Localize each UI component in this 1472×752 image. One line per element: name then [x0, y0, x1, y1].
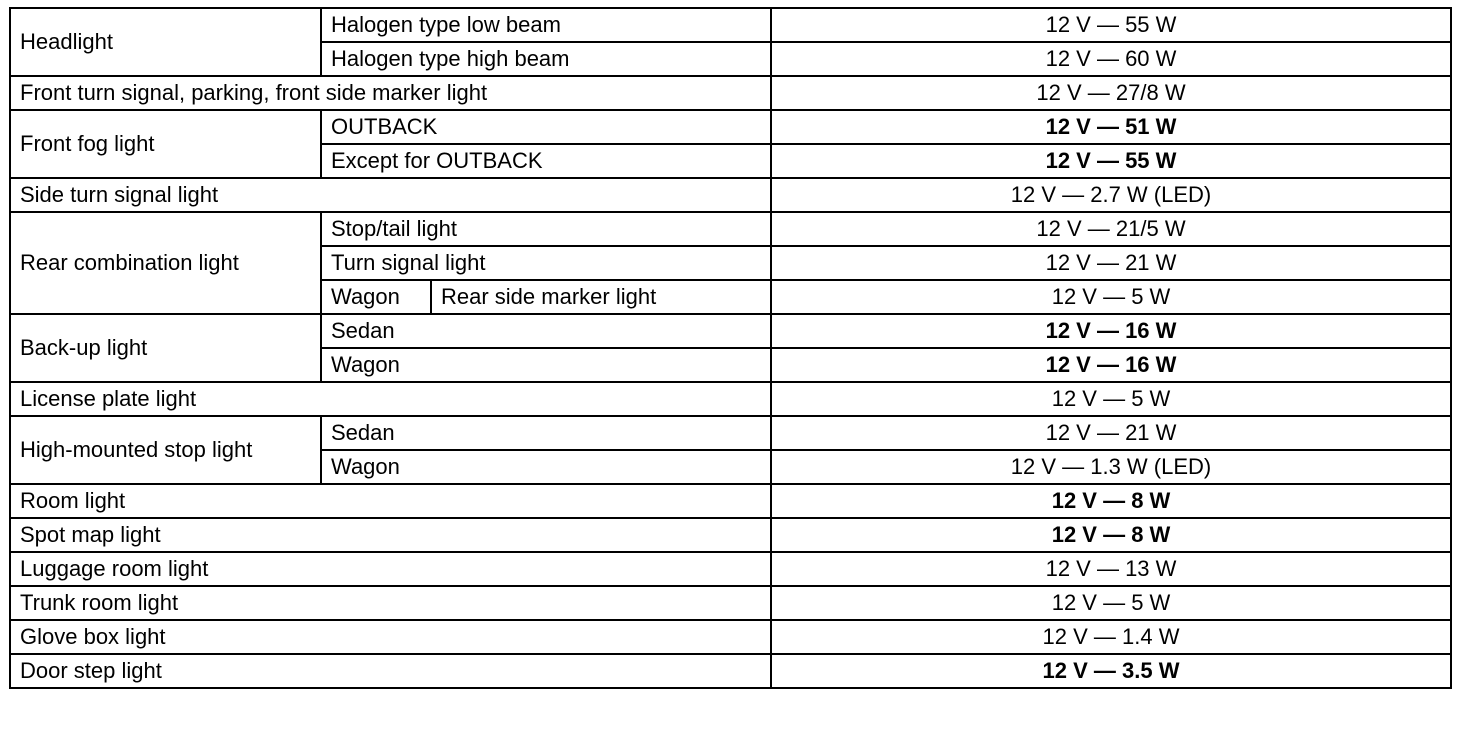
spot-map-light-label: Spot map light [10, 518, 771, 552]
door-step-light-label: Door step light [10, 654, 771, 688]
trunk-room-light-value: 12 V — 5 W [771, 586, 1451, 620]
halogen-low-beam-label: Halogen type low beam [321, 8, 771, 42]
rear-combination-label: Rear combination light [10, 212, 321, 314]
front-fog-light-label: Front fog light [10, 110, 321, 178]
headlight-label: Headlight [10, 8, 321, 76]
table-row [10, 8, 1451, 42]
turn-signal-value: 12 V — 21 W [771, 246, 1451, 280]
high-mounted-wagon-value: 12 V — 1.3 W (LED) [771, 450, 1451, 484]
fog-outback-label: OUTBACK [321, 110, 771, 144]
table-row [10, 654, 1451, 688]
fog-outback-value: 12 V — 51 W [771, 110, 1451, 144]
room-light-value: 12 V — 8 W [771, 484, 1451, 518]
high-mounted-wagon-label: Wagon [321, 450, 771, 484]
turn-signal-label: Turn signal light [321, 246, 771, 280]
stop-tail-label: Stop/tail light [321, 212, 771, 246]
high-mounted-stop-label: High-mounted stop light [10, 416, 321, 484]
fog-except-outback-label: Except for OUTBACK [321, 144, 771, 178]
backup-sedan-value: 12 V — 16 W [771, 314, 1451, 348]
table-row [10, 484, 1451, 518]
table-row [10, 518, 1451, 552]
rear-wagon-label: Wagon [321, 280, 431, 314]
table-row [10, 314, 1451, 348]
table-row [10, 382, 1451, 416]
rear-side-marker-value: 12 V — 5 W [771, 280, 1451, 314]
license-plate-label: License plate light [10, 382, 771, 416]
fog-except-outback-value: 12 V — 55 W [771, 144, 1451, 178]
table-row [10, 416, 1451, 450]
backup-wagon-label: Wagon [321, 348, 771, 382]
table-row [10, 76, 1451, 110]
side-turn-signal-label: Side turn signal light [10, 178, 771, 212]
luggage-room-light-label: Luggage room light [10, 552, 771, 586]
backup-sedan-label: Sedan [321, 314, 771, 348]
halogen-high-beam-value: 12 V — 60 W [771, 42, 1451, 76]
halogen-low-beam-value: 12 V — 55 W [771, 8, 1451, 42]
side-turn-signal-value: 12 V — 2.7 W (LED) [771, 178, 1451, 212]
glove-box-light-value: 12 V — 1.4 W [771, 620, 1451, 654]
license-plate-value: 12 V — 5 W [771, 382, 1451, 416]
glove-box-light-label: Glove box light [10, 620, 771, 654]
high-mounted-sedan-label: Sedan [321, 416, 771, 450]
table-row [10, 620, 1451, 654]
backup-wagon-value: 12 V — 16 W [771, 348, 1451, 382]
table-row [10, 586, 1451, 620]
room-light-label: Room light [10, 484, 771, 518]
bulb-specification-table [9, 7, 1452, 689]
luggage-room-light-value: 12 V — 13 W [771, 552, 1451, 586]
front-turn-signal-label: Front turn signal, parking, front side marker light [10, 76, 771, 110]
rear-side-marker-label: Rear side marker light [431, 280, 771, 314]
table-row [10, 212, 1451, 246]
trunk-room-light-label: Trunk room light [10, 586, 771, 620]
front-turn-signal-value: 12 V — 27/8 W [771, 76, 1451, 110]
door-step-light-value: 12 V — 3.5 W [771, 654, 1451, 688]
halogen-high-beam-label: Halogen type high beam [321, 42, 771, 76]
high-mounted-sedan-value: 12 V — 21 W [771, 416, 1451, 450]
table-row [10, 178, 1451, 212]
table-row [10, 110, 1451, 144]
stop-tail-value: 12 V — 21/5 W [771, 212, 1451, 246]
backup-light-label: Back-up light [10, 314, 321, 382]
table-row [10, 552, 1451, 586]
spot-map-light-value: 12 V — 8 W [771, 518, 1451, 552]
